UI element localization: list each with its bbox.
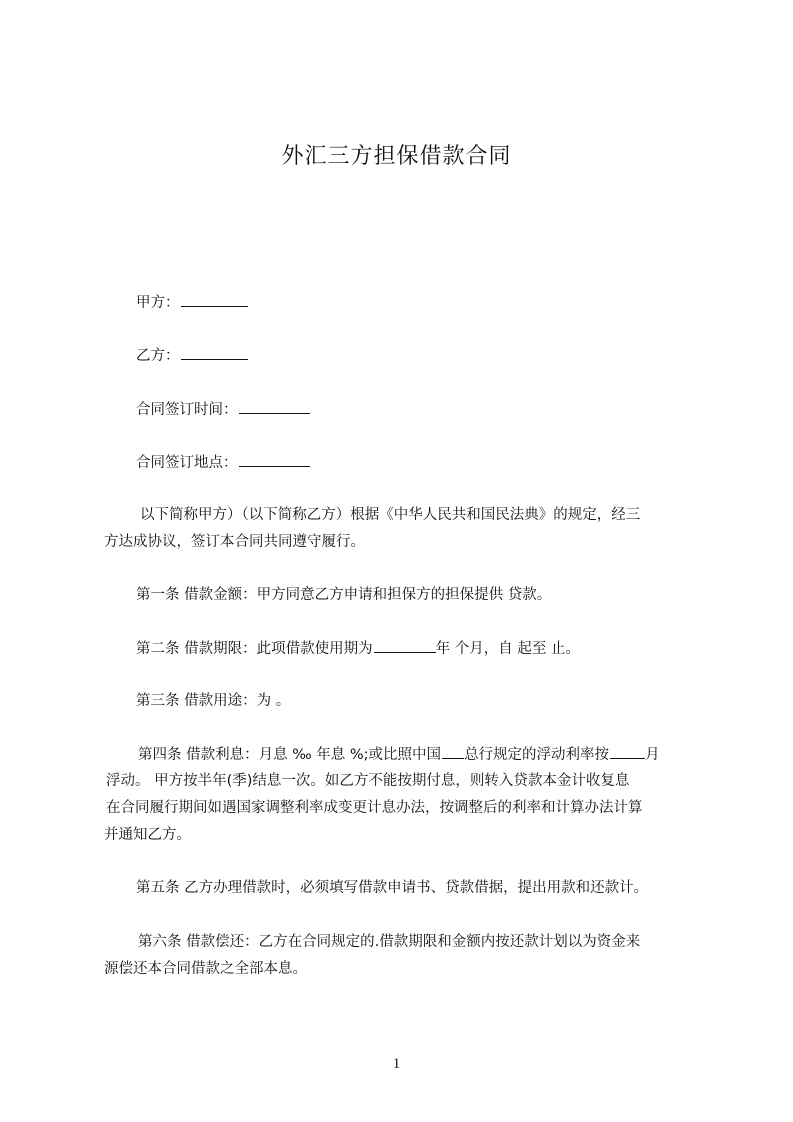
field-party-a-label: 甲方： xyxy=(136,295,180,311)
article-1: 第一条 借款金额：甲方同意乙方申请和担保方的担保提供 贷款。 xyxy=(136,587,552,603)
intro-line-1: 以下简称甲方）（以下简称乙方）根据《中华人民共和国民法典》的规定，经三 xyxy=(140,507,641,523)
document-title: 外汇三方担保借款合同 xyxy=(281,144,512,169)
field-sign-time-blank xyxy=(239,399,310,414)
article-4-text-a: 第四条 借款利息：月息 ‰ 年息 %;或比照中国 xyxy=(138,747,442,763)
field-sign-place-blank xyxy=(239,452,310,467)
article-4-blank-2 xyxy=(610,744,645,759)
article-2-text-b: 年 个月，自 起至 止。 xyxy=(435,641,580,657)
article-4-blank-1 xyxy=(442,744,464,759)
article-4-text-b: 总行规定的浮动利率按 xyxy=(464,747,610,763)
article-6-line-2: 源偿还本合同借款之全部本息。 xyxy=(104,961,307,977)
field-party-a xyxy=(136,292,736,313)
article-2-blank xyxy=(374,638,436,653)
article-5: 第五条 乙方办理借款时，必须填写借款申请书、贷款借据，提出用款和还款计。 xyxy=(136,880,649,896)
article-4-line-2: 浮动。 甲方按半年(季)结息一次。如乙方不能按期付息，则转入贷款本金计收复息 xyxy=(106,773,630,789)
field-sign-time-label: 合同签订时间： xyxy=(136,402,238,418)
article-6-line-1: 第六条 借款偿还：乙方在合同规定的.借款期限和金额内按还款计划以为资金来 xyxy=(138,934,641,950)
page-number: 1 xyxy=(392,1056,401,1072)
field-party-b xyxy=(136,345,736,366)
field-party-b-blank xyxy=(181,345,248,360)
article-4-line-4: 并通知乙方。 xyxy=(104,827,191,843)
article-3: 第三条 借款用途：为 。 xyxy=(136,693,291,709)
field-sign-place-label: 合同签订地点： xyxy=(136,455,238,471)
field-sign-place xyxy=(136,452,736,473)
field-party-b-label: 乙方： xyxy=(136,348,180,364)
article-4-text-c: 月 xyxy=(645,747,660,763)
field-sign-time xyxy=(136,399,736,420)
intro-line-2: 方达成协议，签订本合同共同遵守履行。 xyxy=(104,534,365,550)
field-party-a-blank xyxy=(181,292,248,307)
article-2 xyxy=(136,638,736,659)
article-2-text-a: 第二条 借款期限：此项借款使用期为 xyxy=(136,641,373,657)
article-4-line-1 xyxy=(138,744,738,765)
article-4-line-3: 在合同履行期间如遇国家调整利率成变更计息办法，按调整后的利率和计算办法计算 xyxy=(106,800,643,816)
